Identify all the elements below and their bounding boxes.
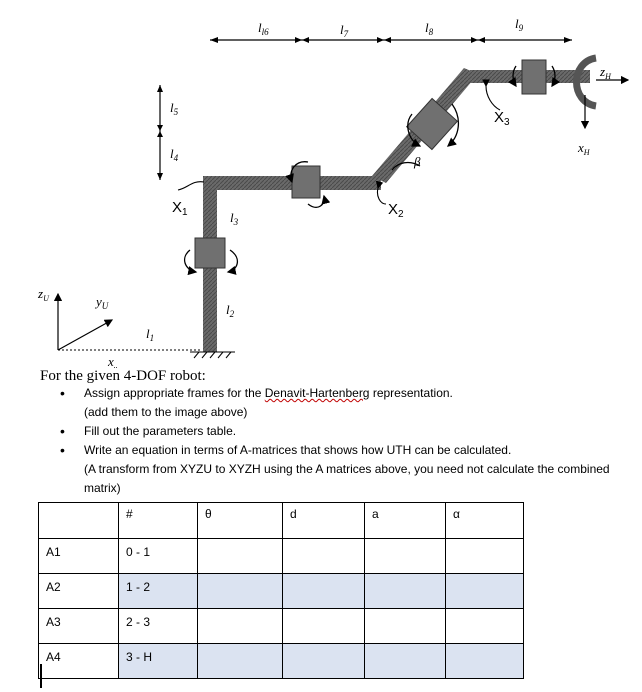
label-l7: $l_7$ — [340, 22, 349, 39]
frame-xh-label: $x_H$ — [578, 140, 590, 157]
header-alpha: α — [446, 503, 524, 539]
frame-zu-label: $z_U$ — [38, 286, 49, 303]
task-item — [56, 441, 616, 498]
ground-base — [190, 352, 235, 358]
theta-cell[interactable] — [198, 644, 283, 679]
header-name — [39, 503, 119, 539]
row-name: A4 — [39, 644, 119, 679]
frame-x3-label: $X_3$ — [494, 109, 510, 128]
d-cell[interactable] — [283, 644, 365, 679]
rotation-arrow-1b — [228, 250, 237, 272]
header-index: # — [119, 503, 198, 539]
d-cell[interactable] — [283, 539, 365, 574]
d-cell[interactable] — [283, 574, 365, 609]
header-d: d — [283, 503, 365, 539]
label-l2: $l_2$ — [226, 302, 235, 319]
theta-cell[interactable] — [198, 539, 283, 574]
bullet-icon: • — [60, 442, 65, 458]
header-theta: θ — [198, 503, 283, 539]
task-1-line1a: Assign appropriate frames for the — [84, 386, 265, 400]
label-l6-sub: l6 — [261, 27, 269, 37]
task-3-line1: Write an equation in terms of A-matrices that shows how UTH can be calculated. — [84, 443, 512, 457]
row-name: A1 — [39, 539, 119, 574]
task-1-line1b: Denavit-Hartenberg — [264, 386, 370, 400]
row-name: A3 — [39, 609, 119, 644]
label-l8: $l_8$ — [425, 20, 434, 37]
frame-zh-label: $z_H$ — [600, 64, 611, 81]
task-item — [56, 384, 616, 422]
dimension-line-left — [157, 85, 163, 180]
table-row — [39, 574, 524, 609]
theta-cell[interactable] — [198, 609, 283, 644]
a-cell[interactable] — [365, 539, 446, 574]
table-row — [39, 609, 524, 644]
alpha-cell[interactable] — [446, 609, 524, 644]
frame-x1-label: $X_1$ — [172, 199, 188, 218]
task-3-line2: (A transform from XYZU to XYZH using the A matrices above, you need not calculate the combined matrix) — [84, 462, 610, 495]
x3-marker — [486, 86, 500, 110]
label-l1: $l_1$ — [146, 326, 155, 343]
bullet-icon: • — [60, 385, 65, 401]
frame-x2-label: $X_2$ — [388, 201, 404, 220]
label-l3: $l_3$ — [230, 210, 239, 227]
theta-cell[interactable] — [198, 574, 283, 609]
a-cell[interactable] — [365, 574, 446, 609]
frame-xu-label: x.. — [108, 354, 118, 370]
instructions-heading: For the given 4-DOF robot: — [40, 368, 206, 384]
task-1-line2: (add them to the image above) — [84, 405, 248, 419]
text-cursor — [40, 664, 42, 688]
a-cell[interactable] — [365, 609, 446, 644]
table-row — [39, 644, 524, 679]
joint-1 — [195, 238, 225, 268]
table-row — [39, 539, 524, 574]
alpha-cell[interactable] — [446, 574, 524, 609]
row-range: 1 - 2 — [119, 574, 198, 609]
row-range: 2 - 3 — [119, 609, 198, 644]
table-header-row — [39, 503, 524, 539]
label-beta: β — [414, 154, 421, 169]
alpha-cell[interactable] — [446, 644, 524, 679]
label-l4: $l_4$ — [170, 146, 179, 163]
alpha-cell[interactable] — [446, 539, 524, 574]
task-list — [56, 384, 616, 498]
row-range: 0 - 1 — [119, 539, 198, 574]
bullet-icon: • — [60, 423, 65, 439]
row-range: 3 - H — [119, 644, 198, 679]
a-cell[interactable] — [365, 644, 446, 679]
frame-yu-label: $y_U$ — [96, 294, 109, 311]
task-item — [56, 422, 616, 441]
x1-marker — [178, 182, 204, 190]
header-a: a — [365, 503, 446, 539]
joint-2 — [292, 166, 320, 198]
label-l9: $l_9$ — [515, 16, 524, 33]
joint-4 — [522, 60, 546, 94]
dh-parameter-table — [38, 502, 524, 679]
label-l6: $l_{l6}$ — [258, 20, 269, 37]
x2-marker — [377, 188, 386, 204]
row-name: A2 — [39, 574, 119, 609]
task-2-line1: Fill out the parameters table. — [84, 424, 237, 438]
task-1-line1c: representation. — [369, 386, 453, 400]
yu-axis — [58, 320, 112, 350]
rotation-arrow-1a — [185, 250, 196, 272]
d-cell[interactable] — [283, 609, 365, 644]
label-l5: $l_5$ — [170, 100, 179, 117]
dimension-line-top — [210, 37, 572, 43]
